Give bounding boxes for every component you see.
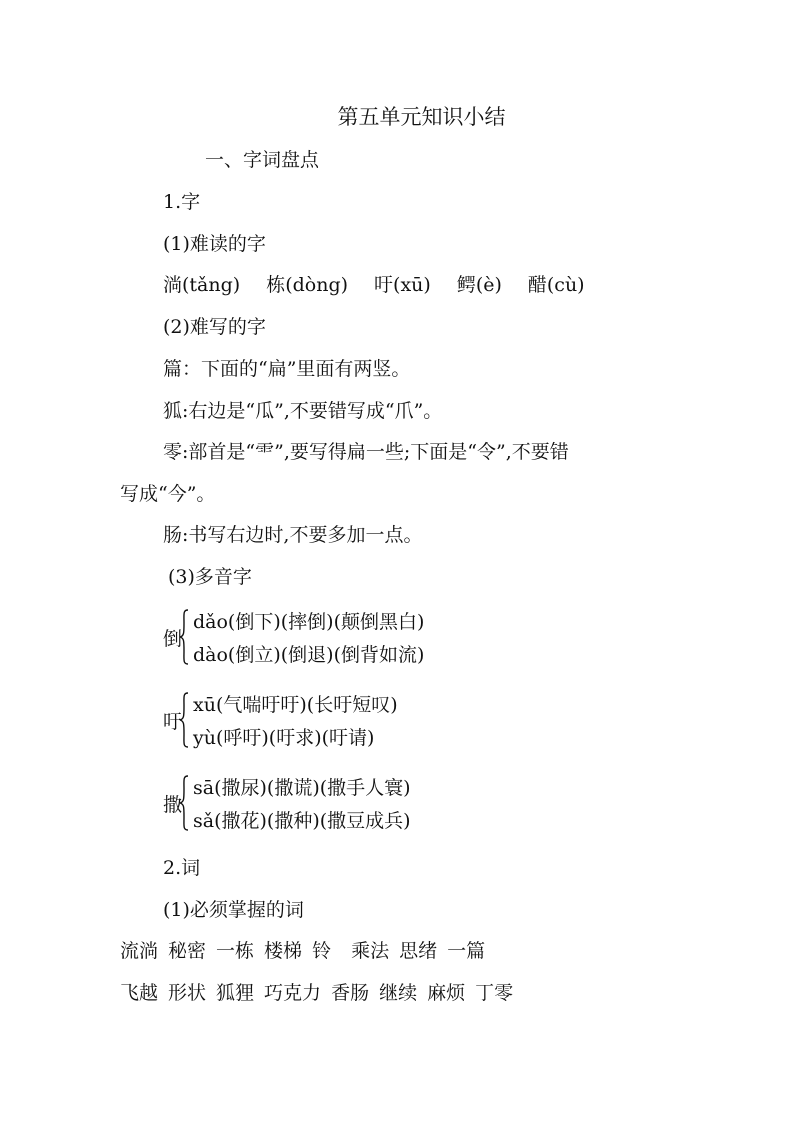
hard-write-line-continued: 写成“今”。 — [120, 483, 216, 505]
word-item: 乘法 — [351, 940, 390, 962]
word-item: 流淌 — [120, 940, 159, 962]
word-item: 继续 — [379, 982, 418, 1004]
word-item: 香肠 — [331, 982, 370, 1004]
polyphone-char: 吁 — [163, 711, 183, 733]
hard-write-line: 篇：下面的“扁”里面有两竖。 — [163, 358, 411, 380]
polyphone-reading: sǎ(撒花)(撒种)(撒豆成兵) — [193, 810, 411, 832]
hard-read-item: 鳄(è) — [456, 274, 502, 296]
subheading-words: 2.词 — [163, 857, 201, 879]
polyphone-reading: sā(撒尿)(撒谎)(撒手人寰) — [193, 777, 411, 799]
polyphone-reading: xū(气喘吁吁)(长吁短叹) — [193, 694, 398, 716]
word-item: 思绪 — [399, 940, 438, 962]
word-item: 巧克力 — [264, 982, 322, 1004]
hard-read-item: 醋(cù) — [527, 274, 585, 296]
hard-read-item: 吁(xū) — [374, 274, 431, 296]
polyphone-reading: dào(倒立)(倒退)(倒背如流) — [193, 644, 425, 666]
hard-write-line: 零:部首是“⻗”,要写得扁一些;下面是“令”,不要错 — [163, 441, 569, 463]
word-list-row — [120, 980, 673, 1006]
hard-write-line: 肠:书写右边时,不要多加一点。 — [163, 524, 423, 546]
subheading-polyphones: (3)多音字 — [168, 566, 252, 588]
word-item: 秘密 — [168, 940, 207, 962]
hard-write-line: 狐:右边是“瓜”,不要错写成“爪”。 — [163, 400, 443, 422]
polyphone-char: 倒 — [163, 628, 183, 650]
hard-read-item: 淌(tǎng) — [163, 274, 241, 296]
word-item: 麻烦 — [427, 982, 466, 1004]
brace-icon — [179, 609, 189, 665]
word-item: 一栋 — [216, 940, 255, 962]
hard-read-item: 栋(dòng) — [266, 274, 349, 296]
word-item: 一篇 — [447, 940, 486, 962]
brace-icon — [179, 775, 189, 831]
word-item: 飞越 — [120, 982, 159, 1004]
word-list-row — [120, 938, 673, 964]
word-item: 狐狸 — [216, 982, 255, 1004]
subheading-must-master: (1)必须掌握的词 — [163, 899, 304, 921]
word-item: 形状 — [168, 982, 207, 1004]
word-item: 丁零 — [475, 982, 514, 1004]
subheading-hard-to-read: (1)难读的字 — [163, 233, 266, 255]
hard-to-read-list — [163, 272, 673, 298]
word-item: 楼梯 — [264, 940, 303, 962]
word-item: 铃 — [312, 940, 332, 962]
polyphone-reading: yù(呼吁)(吁求)(吁请) — [193, 727, 375, 749]
section-heading: 一、字词盘点 — [205, 149, 320, 171]
brace-icon — [179, 692, 189, 748]
page-title: 第五单元知识小结 — [337, 105, 506, 129]
polyphone-reading: dǎo(倒下)(摔倒)(颠倒黑白) — [193, 611, 425, 633]
polyphone-char: 撒 — [163, 794, 183, 816]
subheading-characters: 1.字 — [163, 191, 201, 213]
subheading-hard-to-write: (2)难写的字 — [163, 316, 266, 338]
